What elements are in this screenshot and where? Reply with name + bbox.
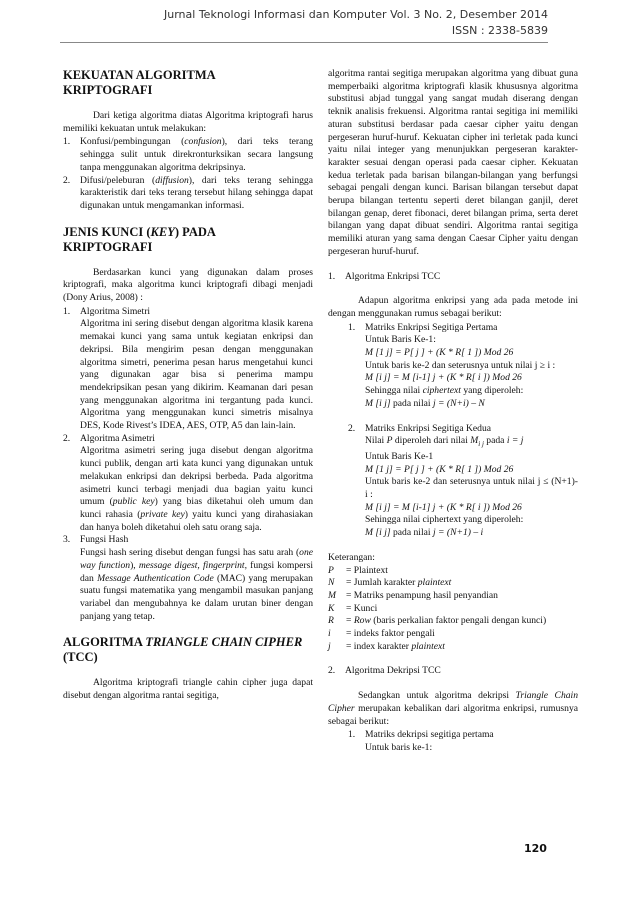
matrix-dekripsi-1: 1. Matriks dekripsi segitiga pertama Untuk baris ke-1: xyxy=(348,729,494,753)
left-column xyxy=(63,68,313,704)
legend-row: N = Jumlah karakter plaintext xyxy=(328,577,452,589)
list-item-difusi: 2. Difusi/peleburan (diffusion), dari teks terang sehingga karakteristik dari teks terang tersebut hilang sehingga dapat digunakan untuk mengamankan informasi. xyxy=(63,174,313,211)
journal-header: Jurnal Teknologi Informasi dan Komputer Vol. 3 No. 2, Desember 2014 xyxy=(164,8,548,21)
matrix-enkripsi-1: 1. Matriks Enkripsi Segitiga Pertama Untuk Baris Ke-1: M [1 j] = P[ j ] + (K * R[ 1 ]) Mod 26 Untuk baris ke-2 dan seterusnya untuk nilai j ≥ i : M [i j] = M [i-1] j + (K * R[ i ]) Mod 26 Sehingga nilai ciphertext yang diperoleh: M [i j] pada nilai j = (N+i) – N xyxy=(348,321,556,409)
formula: M [1 j] = P[ j ] + (K * R[ 1 ]) Mod 26 xyxy=(365,347,514,359)
para-enkripsi: Adapun algoritma enkripsi yang ada pada metode ini dengan menggunakan rumus sebagai berikut: xyxy=(328,295,578,319)
para-jenis-kunci: Berdasarkan kunci yang digunakan dalam proses kriptografi, maka algoritma kunci kriptografi dibagi menjadi (Dony Arius, 2008) : xyxy=(63,266,313,304)
list-item-simetri: 1. Algoritma Simetri Algoritma ini sering disebut dengan algoritma klasik karena memakai kunci yang sama untuk kegiatan enkripsi dan dekripsi. Bila mengirim pesan dengan menggunakan algoritma simetri, penerima pesan harus mengetahui kunci yang digunakan agar bisa si penerima mampu mendekripsikan pesan yang dikirim. Keamanan dari pesan yang menggunakan algoritma ini tergantung pada kunci. Algoritma yang menggunakan kunci simetris misalnya DES, Kode Rivest’s IDEA, AES, OTP, A5 dan lain-lain. xyxy=(63,305,313,432)
right-column xyxy=(328,68,578,755)
heading-jenis-kunci: JENIS KUNCI (KEY) PADA KRIPTOGRAFI xyxy=(63,224,216,254)
para-rantai-segitiga: algoritma rantai segitiga merupakan algoritma yang dibuat guna memperbaiki algoritma kriptografi klasik khususnya algoritma substitusi abjad tunggal yang sangat mudah diserang dengan teknik analisis frekuensi. Algoritma rantai segitiga ini memiliki aturan substitusi berdasar pada caesar cipher yaitu dengan pergeseran huruf-huruf. Kekuatan cipher ini terletak pada kunci yaitu nilai integer yang menunjukkan pergeseran karakter-karakter sesuai dengan operasi pada caesar cipher. Kekuatan kedua terletak pada barisan bilangan-bilangan yang berfungsi sebagai pengali dengan kunci. Barisan bilangan tersebut dapat berupa bilangan tertentu seperti deret bilangan ganjil, deret bilangan genap, deret fibonaci, deret bilangan prima, serta deret bilangan yang dapat dibuat sendiri. Algoritma rantai segitiga memiliki aturan yang sama dengan Caesar Cipher yaitu dengan pergeseran huruf-huruf. xyxy=(328,68,578,257)
header-rule xyxy=(60,42,548,43)
matrix-enkripsi-2: 2. Matriks Enkripsi Segitiga Kedua Nilai P diperoleh dari nilai $M_{i j}$ pada i = j Untuk Baris Ke-1 M [1 j] = P[ j ] + (K * R[ 1 ]) Mod 26 Untuk baris ke-2 dan seterusnya untuk nilai j ≤ (N+1)- i : M [i j] = M [i-1] j + (K * R[ i ]) Mod 26 Sehingga nilai ciphertext yang diperoleh: M [i j] pada nilai j = (N+1) – i xyxy=(348,422,578,539)
list-item-hash: 3. Fungsi Hash Fungsi hash sering disebut dengan fungsi has satu arah (one way function), message digest, fingerprint, fungsi kompersi dan Message Authentication Code (MAC) yang merupakan suatu fungsi matematika yang mengambil masukan panjang variabel dan mengubahnya ke dalam urutan biner dengan panjang yang tetap. xyxy=(63,534,314,622)
formula: M [i j] = M [i-1] j + (K * R[ i ]) Mod 26 xyxy=(365,372,522,384)
para-dekripsi: Sedangkan untuk algoritma dekripsi Triangle Chain Cipher merupakan kebalikan dari algoritma enkripsi, rumusnya sebagai berikut: xyxy=(328,690,579,727)
legend-row: P = Plaintext xyxy=(328,564,388,576)
page-number: 120 xyxy=(524,842,547,855)
legend-row: R = Row (baris perkalian faktor pengali dengan kunci) xyxy=(328,615,547,627)
legend-row: i = indeks faktor pengali xyxy=(328,628,435,640)
list-item-konfusi: 1. Konfusi/pembingungan (confusion), dari teks terang sehingga sulit untuk direkronturksikan secara langsung tanpa menggunakan algoritma dekripsinya. xyxy=(63,136,313,173)
para-kekuatan: Dari ketiga algoritma diatas Algoritma kriptografi harus memiliki kekuatan untuk melakukan: xyxy=(63,110,313,134)
legend-row: j = index karakter plaintext xyxy=(328,640,445,652)
section-enkripsi-title: 1. Algoritma Enkripsi TCC xyxy=(328,270,441,282)
legend-row: M = Matriks penampung hasil penyandian xyxy=(328,589,498,601)
heading-kekuatan: KEKUATAN ALGORITMA KRIPTOGRAFI xyxy=(63,68,216,97)
para-tcc: Algoritma kriptografi triangle cahin cipher juga dapat disebut dengan algoritma rantai segitiga, xyxy=(63,677,313,702)
keterangan-title: Keterangan: xyxy=(328,551,375,563)
legend-row: K = Kunci xyxy=(328,602,378,614)
heading-tcc: ALGORITMA TRIANGLE CHAIN CIPHER (TCC) xyxy=(63,635,303,665)
list-item-asimetri: 2. Algoritma Asimetri Algoritma asimetri sering juga disebut dengan algoritma kunci publik, dengan arti kata kunci yang digunakan untuk melakukan enkripsi dan dekripsi berbeda. Pada algoritma asimetri kunci terbagi menjadi dua bagian yaitu kunci umum (public key) yang bias diketahui oleh umum dan kunci rahasia (private key) yaitu kunci yang dirahasiakan dan hanya boleh diketahui oleh satu orang saja. xyxy=(63,432,313,533)
section-dekripsi-title: 2. Algoritma Dekripsi TCC xyxy=(328,665,441,677)
formula: M [i j] = M [i-1] j + (K * R[ i ]) Mod 26 xyxy=(365,501,522,513)
issn-label: ISSN : 2338-5839 xyxy=(451,24,548,37)
formula: M [1 j] = P[ j ] + (K * R[ 1 ]) Mod 26 xyxy=(365,463,514,475)
